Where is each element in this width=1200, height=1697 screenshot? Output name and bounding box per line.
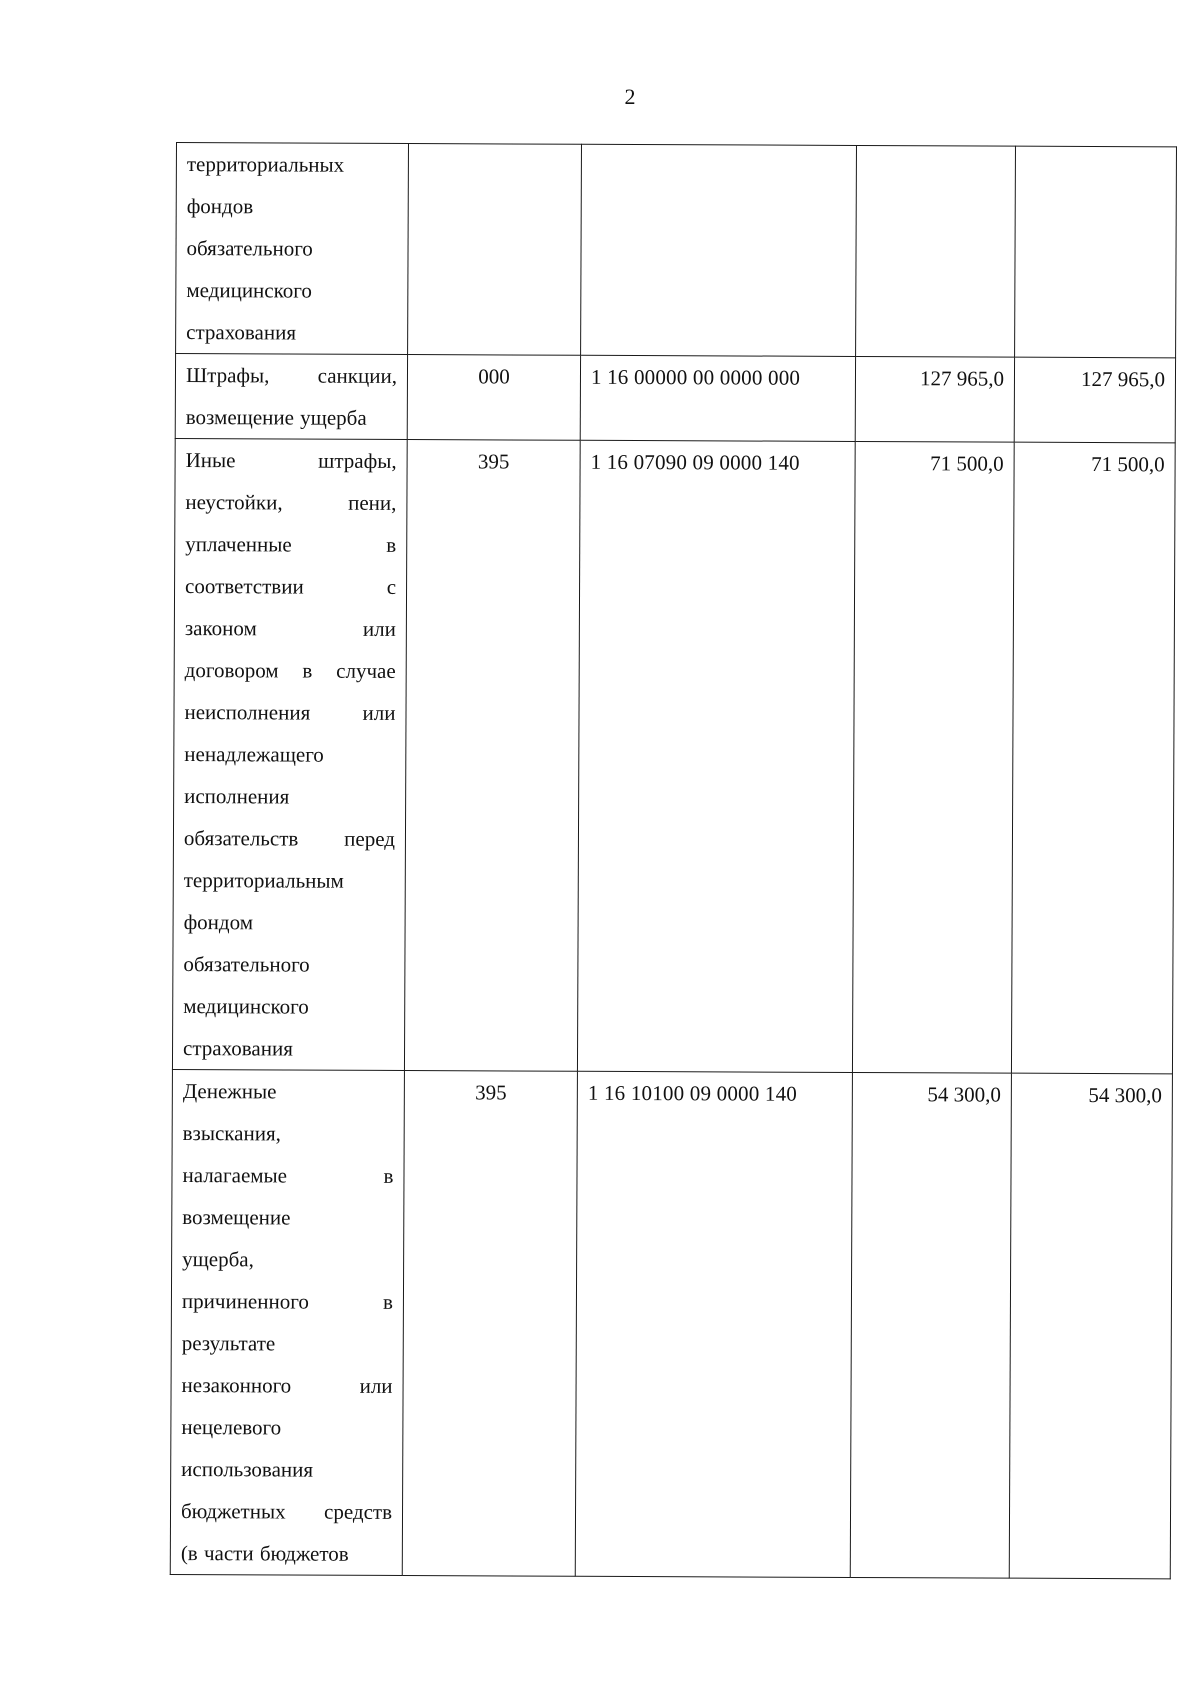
income-name-line: возмещение ущерба [185,405,367,430]
table-row [170,1069,1172,1578]
income-name-line: использования [181,1457,314,1482]
amount-cell-2: 71 500,0 [1011,442,1175,1074]
income-name-line: страхования [186,320,297,345]
budget-classification-code-cell: 1 16 07090 09 0000 140 [577,440,855,1072]
income-name-line: причиненного в [181,1289,393,1314]
income-name-line: незаконного или [181,1373,393,1398]
amount-cell-2: 127 965,0 [1014,357,1175,443]
amount-cell-1 [856,145,1016,357]
income-name-line: ущерба, [182,1247,254,1272]
income-name-line: обязательств перед [183,826,396,851]
admin-code-cell: 395 [402,1071,577,1577]
income-name-line: Штрафы, санкции, [185,363,398,388]
income-name-line: возмещение [182,1205,291,1230]
income-name-line: Денежные [182,1079,277,1104]
income-name-line: уплаченные в [185,532,397,557]
budget-classification-code-cell: 1 16 10100 09 0000 140 [575,1071,852,1577]
income-name-line: налагаемые в [182,1163,394,1188]
income-name-line: взыскания, [182,1121,281,1146]
page-number: 2 [624,84,636,109]
budget-classification-code-cell: 1 16 00000 00 0000 000 [580,355,855,441]
amount-cell-1: 71 500,0 [852,441,1014,1073]
table-row [172,438,1175,1073]
table-row [175,354,1175,443]
income-name-line: страхования [182,1036,293,1061]
income-name-line: бюджетных средств [180,1499,393,1524]
income-name-line: неисполнения или [184,700,396,725]
income-name-line: нецелевого [181,1415,282,1440]
income-name-line: (в части бюджетов [180,1541,349,1566]
table-body [170,143,1176,1579]
income-name-line: обязательного [183,952,310,977]
income-name-cell [172,438,407,1070]
amount-cell-2: 54 300,0 [1009,1073,1172,1579]
income-name-line: неустойки, пени, [185,490,397,515]
income-name-line: результате [181,1331,276,1356]
income-name-line: Иные штрафы, [185,448,397,473]
income-name-cell [176,143,409,355]
table-row [176,143,1177,358]
income-name-line: территориальных [186,152,345,177]
income-name-line: медицинского [186,278,312,303]
income-name-line: фондом [183,910,254,935]
budget-table [170,142,1177,1579]
amount-cell-2 [1015,146,1177,358]
income-name-line: законом или [184,616,396,641]
admin-code-cell [408,144,582,356]
income-name-line: ненадлежащего [184,742,324,767]
admin-code-cell: 000 [407,355,580,441]
income-name-line: медицинского [183,994,309,1019]
amount-cell-1: 54 300,0 [850,1072,1011,1578]
income-name-line: фондов [186,194,254,219]
income-name-cell [170,1069,404,1575]
income-name-line: договором в случае [184,658,396,683]
budget-classification-code-cell [581,144,857,356]
income-name-line: исполнения [184,784,290,809]
amount-cell-1: 127 965,0 [855,356,1014,442]
income-name-cell [175,354,407,440]
income-name-line: территориальным [183,868,344,893]
income-name-line: обязательного [186,236,313,261]
income-name-line: соответствии с [185,574,397,599]
admin-code-cell: 395 [404,440,580,1072]
